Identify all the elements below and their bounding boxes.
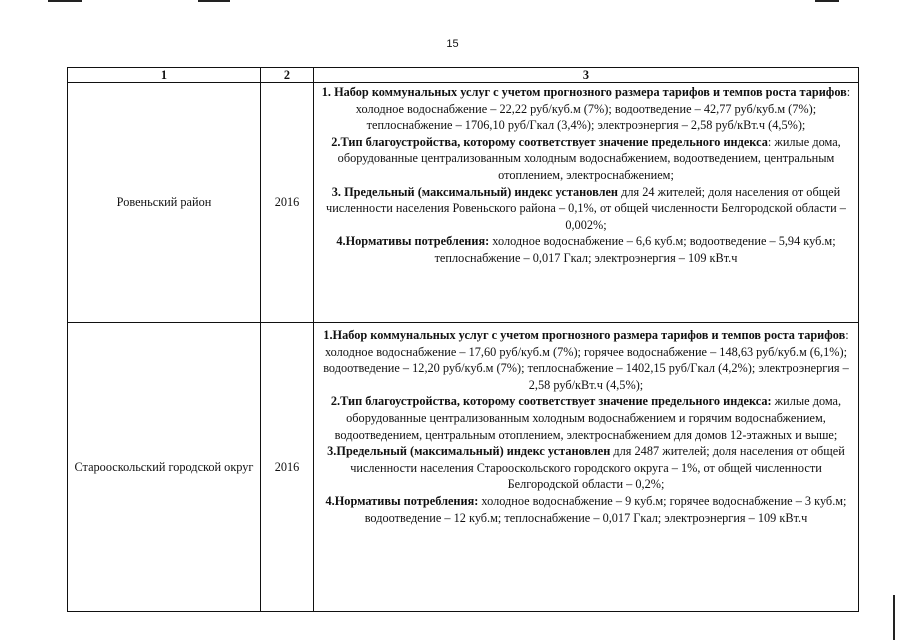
scan-artifact-right-edge xyxy=(893,595,895,640)
table-header-row xyxy=(68,68,859,83)
tariff-table xyxy=(67,67,859,612)
page-number: 15 xyxy=(446,38,459,50)
max-index-heading: 3. Предельный (максимальный) индекс установлен xyxy=(331,184,619,199)
scan-artifact-top-middle xyxy=(198,0,230,2)
improvement-type-text: : жилые дома, оборудованные централизованным холодным водоснабжением, водоотведением, центральным отоплением, электроснабжением; xyxy=(337,134,841,182)
table-row xyxy=(68,323,859,612)
district-cell: Ровеньский район xyxy=(68,83,261,323)
scan-artifact-top-right xyxy=(815,0,839,2)
description-cell xyxy=(314,323,859,612)
year-cell: 2016 xyxy=(261,83,314,323)
consumption-norms-text: холодное водоснабжение – 6,6 куб.м; водоотведение – 5,94 куб.м; теплоснабжение – 0,017 Гкал; электроэнергия – 109 кВт.ч xyxy=(434,234,836,265)
scan-artifact-top-left xyxy=(48,0,82,2)
tariff-paragraph xyxy=(314,327,858,393)
column-header-1: 1 xyxy=(68,68,261,83)
column-header-2: 2 xyxy=(261,68,314,83)
consumption-norms-paragraph xyxy=(314,233,858,266)
improvement-type-heading: 2.Тип благоустройства, которому соответствует значение предельного индекса: xyxy=(330,394,772,409)
max-index-text: для 24 жителей; доля населения от общей численности населения Ровеньского района – 0,1%, от общей численности Белгородской области – 0,002%; xyxy=(326,184,846,232)
district-cell: Старооскольский городской округ xyxy=(68,323,261,612)
table-row xyxy=(68,83,859,323)
improvement-type-paragraph xyxy=(314,134,858,184)
tariff-paragraph-heading: 1. Набор коммунальных услуг с учетом прогнозного размера тарифов и темпов роста тарифов xyxy=(321,85,847,99)
tariff-paragraph xyxy=(314,84,858,134)
description-cell xyxy=(314,83,859,323)
max-index-text: для 2487 жителей; доля населения от общей численности населения Старооскольского городского округа – 1%, от общей численности Белгородской области – 0,2%; xyxy=(350,444,845,492)
consumption-norms-heading: 4.Нормативы потребления: xyxy=(336,234,490,249)
tariff-paragraph-text: : холодное водоснабжение – 17,60 руб/куб.м (7%); горячее водоснабжение – 148,63 руб/куб.м (6,1%); водоотведение – 12,20 руб/куб.м (7%); теплоснабжение – 1402,15 руб/Гкал (4,2%); электроэнергия – 2,58 руб/кВт.ч (4,5%); xyxy=(323,328,849,392)
improvement-type-heading: 2.Тип благоустройства, которому соответствует значение предельного индекса xyxy=(331,134,768,149)
max-index-paragraph xyxy=(314,443,858,493)
max-index-paragraph xyxy=(314,184,858,234)
consumption-norms-heading: 4.Нормативы потребления: xyxy=(325,493,479,508)
column-header-3: 3 xyxy=(314,68,859,83)
consumption-norms-paragraph xyxy=(314,493,858,526)
max-index-heading: 3.Предельный (максимальный) индекс установлен xyxy=(327,444,611,459)
tariff-paragraph-heading: 1.Набор коммунальных услуг с учетом прогнозного размера тарифов и темпов роста тарифов xyxy=(323,328,846,342)
improvement-type-text: жилые дома, оборудованные централизованным холодным водоснабжением и горячим водоснабжением, водоотведением, центральным отоплением, электроснабжением для домов 12-этажных и выше; xyxy=(334,394,842,442)
consumption-norms-text: холодное водоснабжение – 9 куб.м; горячее водоснабжение – 3 куб.м; водоотведение – 12 куб.м; теплоснабжение – 0,017 Гкал; электроэнергия – 109 кВт.ч xyxy=(364,493,847,525)
tariff-paragraph-text: : холодное водоснабжение – 22,22 руб/куб.м (7%); водоотведение – 42,77 руб/куб.м (7%); теплоснабжение – 1706,10 руб/Гкал (3,4%); электроэнергия – 2,58 руб/кВт.ч (4,5%); xyxy=(355,85,851,133)
improvement-type-paragraph xyxy=(314,393,858,443)
year-cell: 2016 xyxy=(261,323,314,612)
